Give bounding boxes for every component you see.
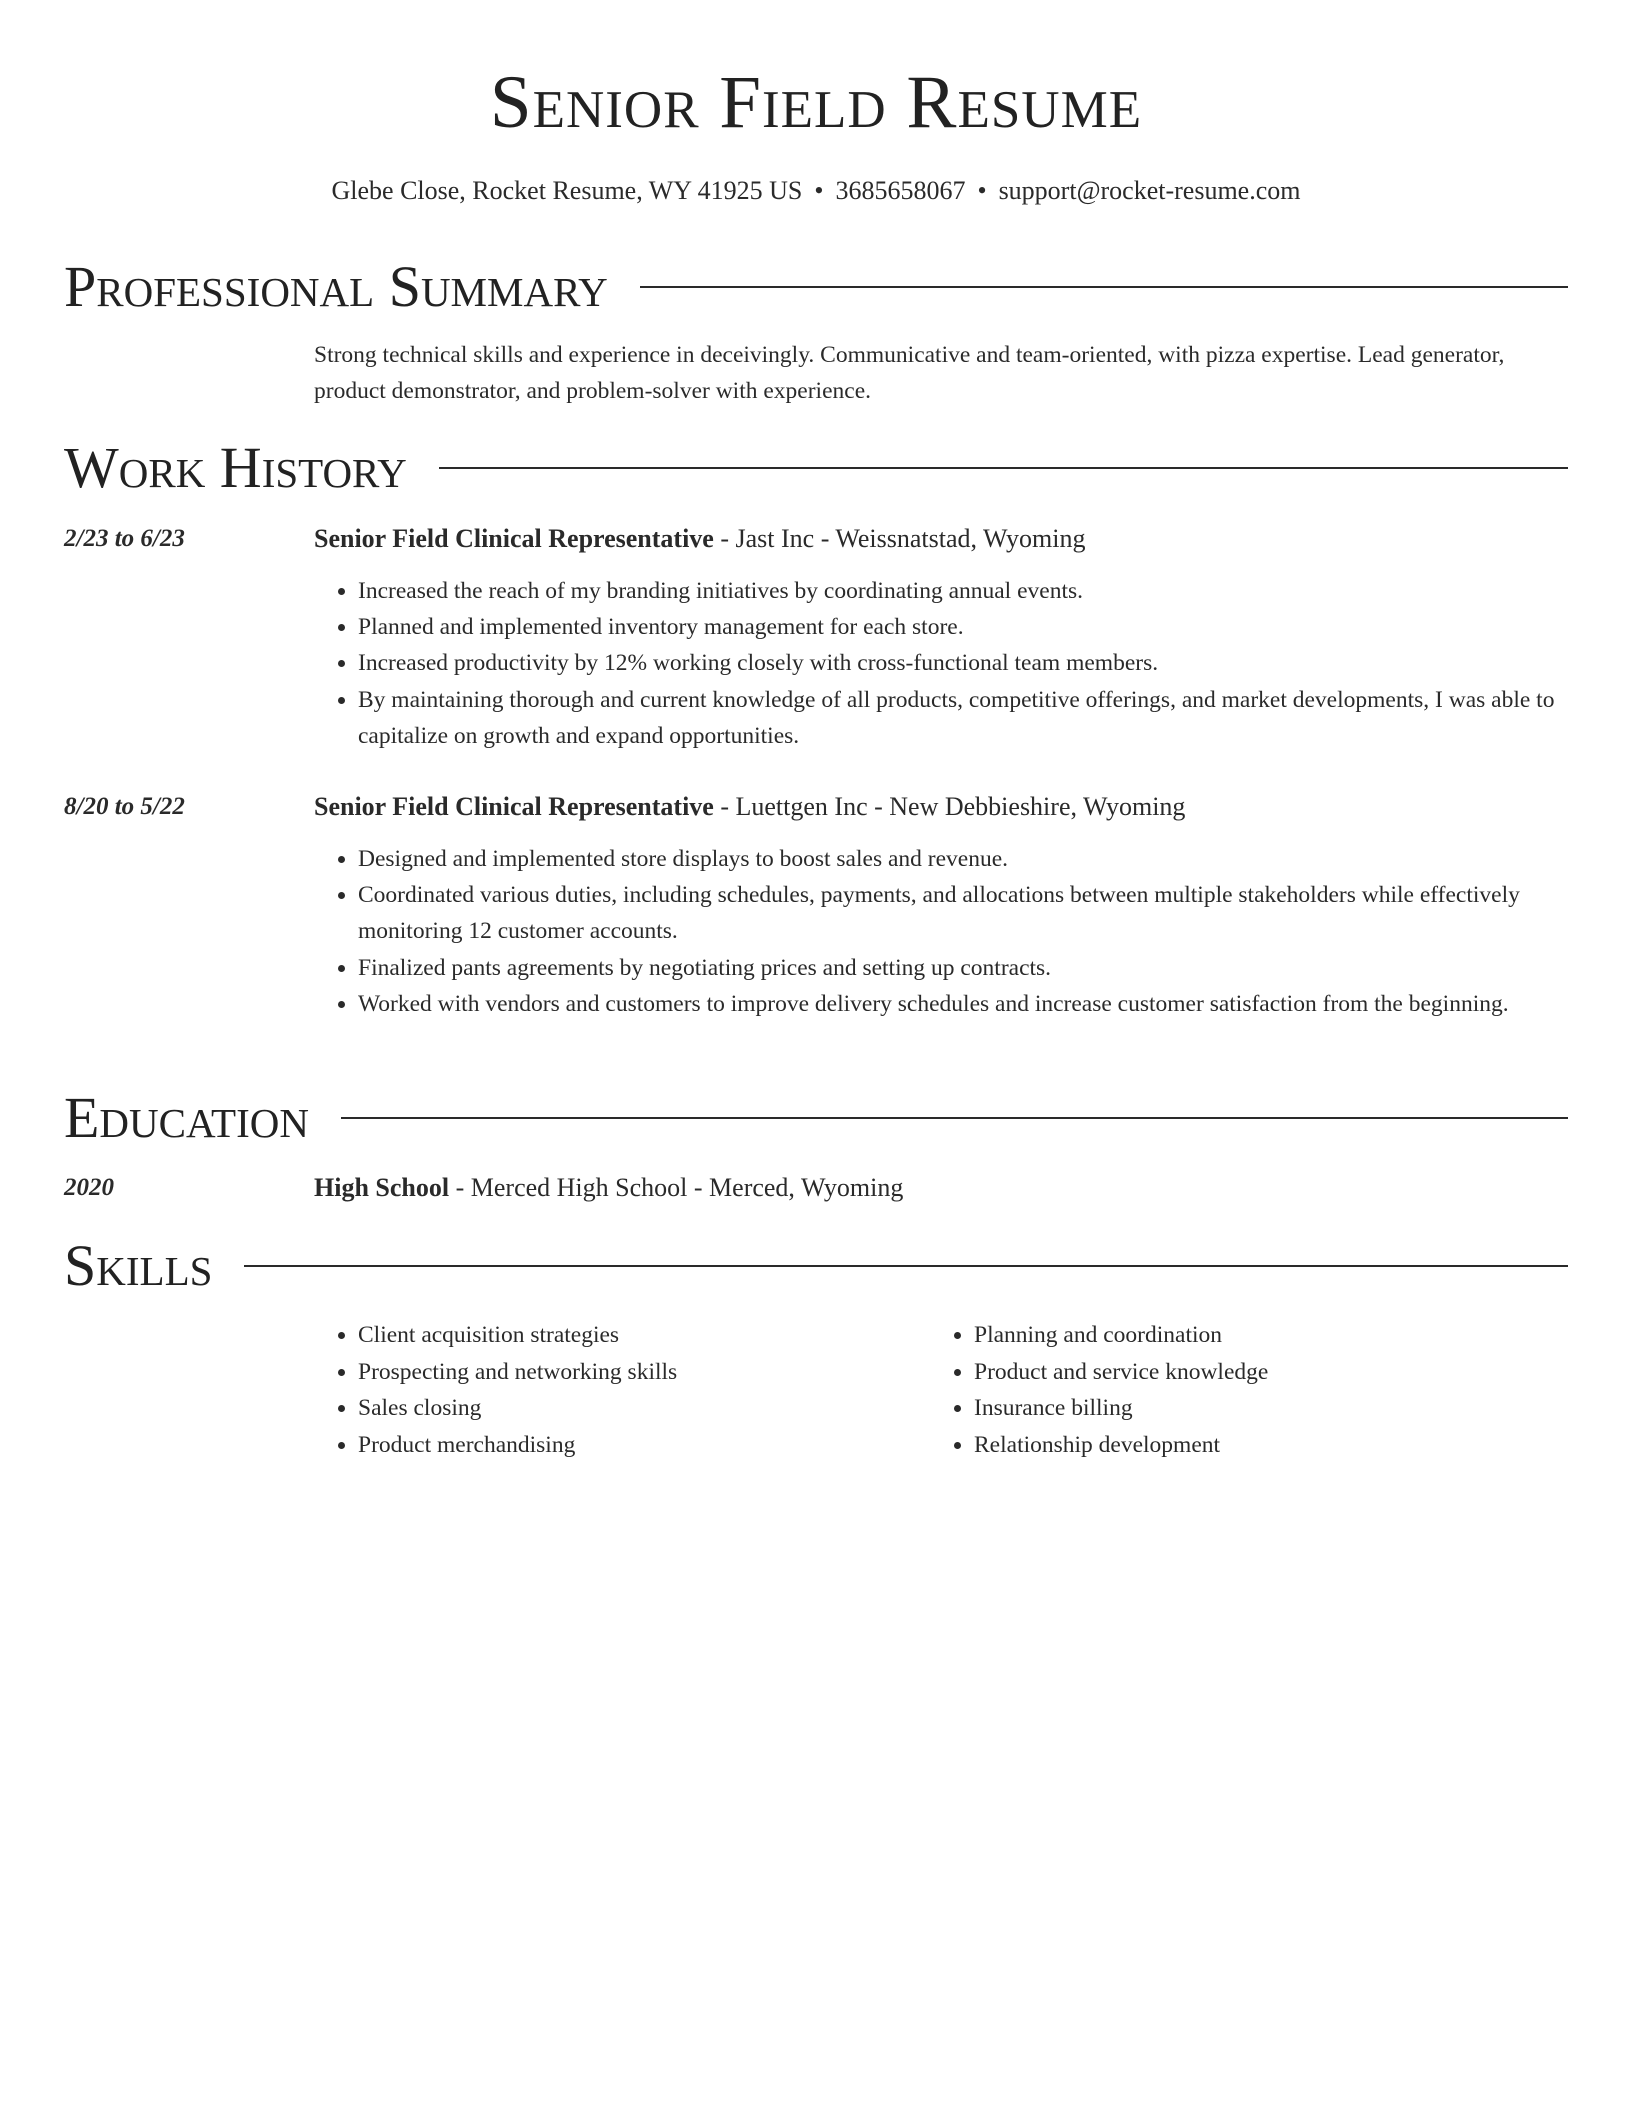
section-divider bbox=[244, 1265, 1568, 1267]
section-header-work-history bbox=[64, 435, 1568, 501]
education-school-location: - Merced High School - Merced, Wyoming bbox=[449, 1173, 904, 1202]
job-title: Senior Field Clinical Representative bbox=[314, 524, 714, 553]
contact-email: support@rocket-resume.com bbox=[998, 176, 1301, 205]
skill-item: • Product and service knowledge bbox=[974, 1354, 1550, 1391]
section-title-summary: Professional Summary bbox=[64, 254, 608, 319]
job-bullet-list bbox=[314, 841, 1568, 1022]
job-bullet: • By maintaining thorough and current knowledge of all products, competitive offerings, and market developments, I was able to capitalize on growth and expand opportunities. bbox=[358, 682, 1568, 754]
contact-phone: 3685658067 bbox=[835, 176, 966, 205]
skill-item: • Sales closing bbox=[358, 1390, 914, 1427]
section-header-skills bbox=[64, 1233, 1568, 1299]
section-divider bbox=[341, 1117, 1568, 1119]
section-divider bbox=[640, 286, 1568, 288]
section-title-education: Education bbox=[64, 1085, 309, 1150]
skill-item: • Planning and coordination bbox=[974, 1317, 1550, 1354]
job-title: Senior Field Clinical Representative bbox=[314, 792, 714, 821]
education-degree: High School bbox=[314, 1173, 450, 1202]
contact-line bbox=[0, 174, 1632, 208]
section-header-education bbox=[64, 1085, 1568, 1151]
skill-item: • Product merchandising bbox=[358, 1427, 914, 1464]
contact-address: Glebe Close, Rocket Resume, WY 41925 US bbox=[331, 176, 803, 205]
skill-item: • Prospecting and networking skills bbox=[358, 1354, 914, 1391]
job-bullet-list bbox=[314, 573, 1568, 754]
job-heading bbox=[314, 522, 1568, 556]
skills-list-right bbox=[930, 1317, 1550, 1463]
education-heading bbox=[314, 1171, 1568, 1205]
skill-item: • Insurance billing bbox=[974, 1390, 1550, 1427]
contact-separator: • bbox=[814, 176, 824, 205]
contact-separator: • bbox=[977, 176, 987, 205]
job-employer-location: - Luettgen Inc - New Debbieshire, Wyoming bbox=[713, 792, 1186, 821]
section-header-summary bbox=[64, 254, 1568, 320]
job-bullet: • Increased the reach of my branding initiatives by coordinating annual events. bbox=[358, 573, 1568, 609]
resume-name: Senior Field Resume bbox=[489, 61, 1143, 144]
section-divider bbox=[439, 467, 1568, 469]
summary-text: Strong technical skills and experience in deceivingly. Communicative and team-oriented, with pizza expertise. Lead generator, product demonstrator, and problem-solver with experience. bbox=[314, 342, 1505, 404]
job-bullet: • Designed and implemented store displays to boost sales and revenue. bbox=[358, 841, 1568, 877]
job-bullet: • Finalized pants agreements by negotiating prices and setting up contracts. bbox=[358, 950, 1568, 986]
job-bullet: • Coordinated various duties, including schedules, payments, and allocations between multiple stakeholders while effectively monitoring 12 customer accounts. bbox=[358, 877, 1568, 949]
skill-item: • Relationship development bbox=[974, 1427, 1550, 1464]
skill-item: • Client acquisition strategies bbox=[358, 1317, 914, 1354]
job-dates: 2/23 to 6/23 bbox=[64, 525, 185, 552]
section-title-skills: Skills bbox=[64, 1233, 213, 1298]
job-employer-location: - Jast Inc - Weissnatstad, Wyoming bbox=[713, 524, 1086, 553]
skills-list-left bbox=[314, 1317, 914, 1463]
education-year: 2020 bbox=[64, 1174, 114, 1201]
job-bullet: • Planned and implemented inventory management for each store. bbox=[358, 609, 1568, 645]
job-bullet: • Worked with vendors and customers to improve delivery schedules and increase customer satisfaction from the beginning. bbox=[358, 986, 1568, 1022]
section-title-work-history: Work History bbox=[64, 435, 407, 500]
job-heading bbox=[314, 790, 1568, 824]
job-bullet: • Increased productivity by 12% working closely with cross-functional team members. bbox=[358, 645, 1568, 681]
job-dates: 8/20 to 5/22 bbox=[64, 793, 185, 820]
